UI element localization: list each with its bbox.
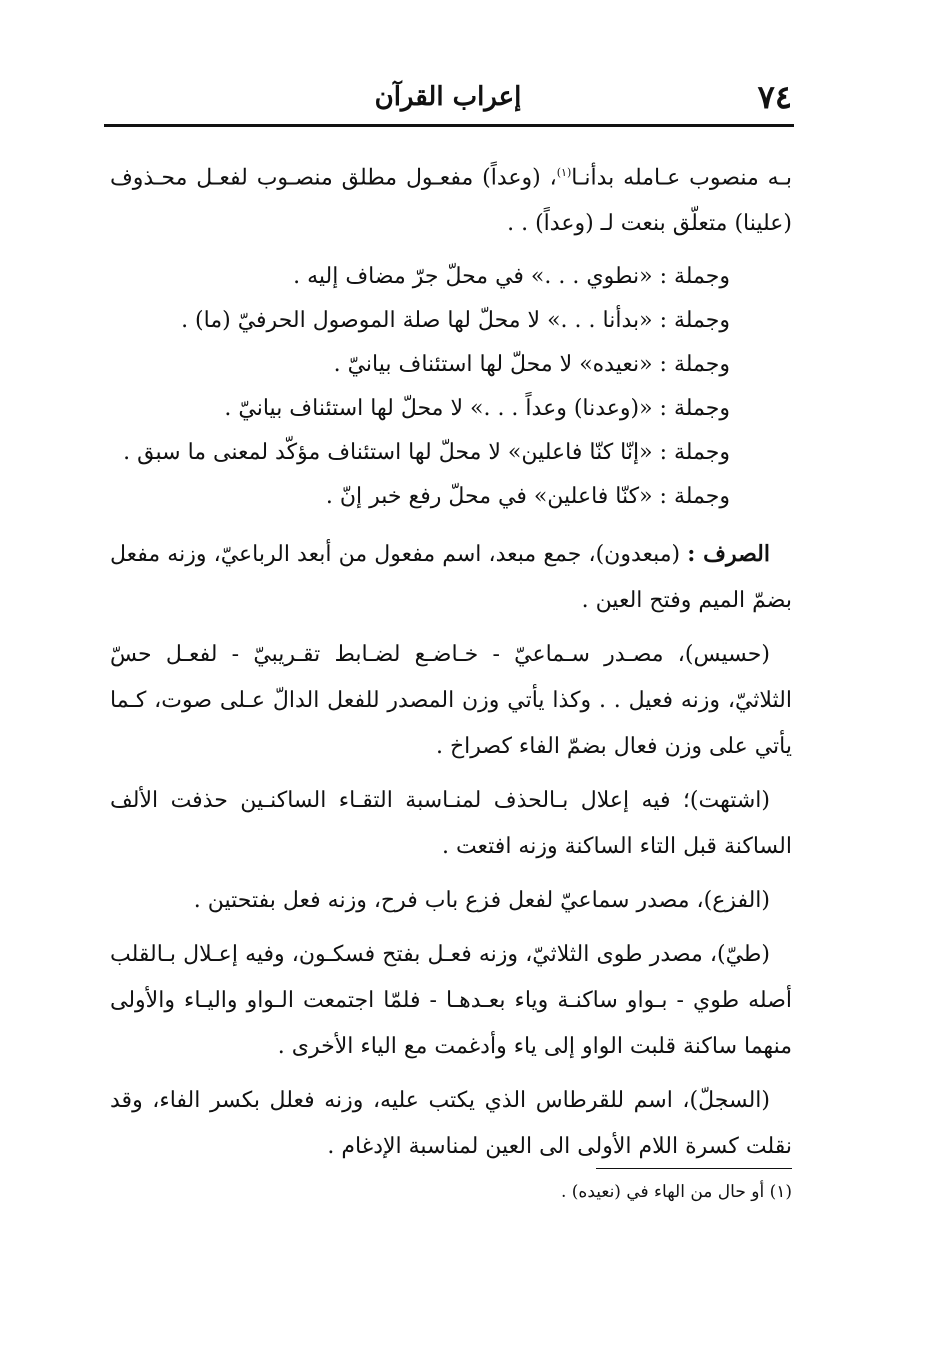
paragraph-sarf <box>110 531 792 624</box>
jumla-item: وجملة : «نعيده» لا محلّ لها استئناف بيانيّ . <box>333 352 730 378</box>
jumla-item: وجملة : «إنّا كنّا فاعلين» لا محلّ لها استئناف مؤكّد لمعنى ما سبق . <box>123 440 730 466</box>
header-rule <box>104 124 794 127</box>
sarf-heading: الصرف : <box>687 541 770 568</box>
jumla-item: وجملة : «بدأنا . . .» لا محلّ لها صلة الموصول الحرفيّ (ما) . <box>181 308 730 334</box>
paragraph-sijill: (السجلّ)، اسم للقرطاس الذي يكتب عليه، وزنه فعلل بكسر الفاء، وقد نقلت كسرة اللام الأولى الى العين لمناسبة الإدغام . <box>110 1088 792 1160</box>
footnote: (١) أو حال من الهاء في (نعيده) . <box>560 1182 792 1202</box>
paragraph-fazaa: (الفزع)، مصدر سماعيّ لفعل فزع باب فرح، وزنه فعل بفتحتين . <box>193 888 770 914</box>
paragraph-hasis: (حسيس)، مصـدر سـماعيّ - خـاضـع لضـابط تقـريبيّ - لفعـل حسّ الثلاثيّ، وزنه فعيل . . وكذا يأتي وزن المصدر للفعل الدالّ عـلى صوت، كـما يأتي على وزن فعال بضمّ الفاء كصراخ . <box>110 642 792 760</box>
paragraph-ishtahat: (اشتهت)؛ فيه إعلال بـالحذف لمنـاسبة التقـاء الساكنـين حذفت الألف الساكنة قبل التاء الساكنة وزنه افتعت . <box>110 788 792 860</box>
sarf-text: (مبعدون)، جمع مبعد، اسم مفعول من أبعد الرباعيّ، وزنه مفعل بضمّ الميم وفتح العين . <box>110 542 792 614</box>
jumla-item: وجملة : «نطوي . . .» في محلّ جرّ مضاف إليه . <box>293 264 730 290</box>
paragraph-text-after-ref: ، (وعداً) مفعـول مطلق منصـوب لفعـل محـذوف (علينا) متعلّق بنعت لـ (وعداً) . . <box>110 165 792 237</box>
paragraph-text-before-ref: بـه منصوب عـامله بدأنـا <box>571 165 792 191</box>
footnote-reference: (١) <box>556 166 572 179</box>
paragraph-tayy: (طيّ)، مصدر طوى الثلاثيّ، وزنه فعـل بفتح فسكـون، وفيه إعـلال بـالقلب أصله طوي - بـواو ساكنـة وياء بعـدهـا - فلمّا اجتمعت الـواو واليـاء والأولى منهما ساكنة قلبت الواو إلى ياء وأدغمت مع الياء الأخرى . <box>110 942 792 1060</box>
footnote-rule <box>596 1168 792 1169</box>
paragraph-irab-continuation <box>110 150 792 247</box>
jumla-list <box>110 255 792 519</box>
page-header <box>104 78 792 118</box>
page-body <box>110 150 792 1178</box>
jumla-item: وجملة : «كنّا فاعلين» في محلّ رفع خبر إنّ . <box>325 484 730 510</box>
running-title: إعراب القرآن <box>374 82 522 112</box>
jumla-item: وجملة : «(وعدنا) وعداً . . .» لا محلّ لها استئناف بيانيّ . <box>224 396 730 422</box>
page-number: ٧٤ <box>757 78 792 116</box>
